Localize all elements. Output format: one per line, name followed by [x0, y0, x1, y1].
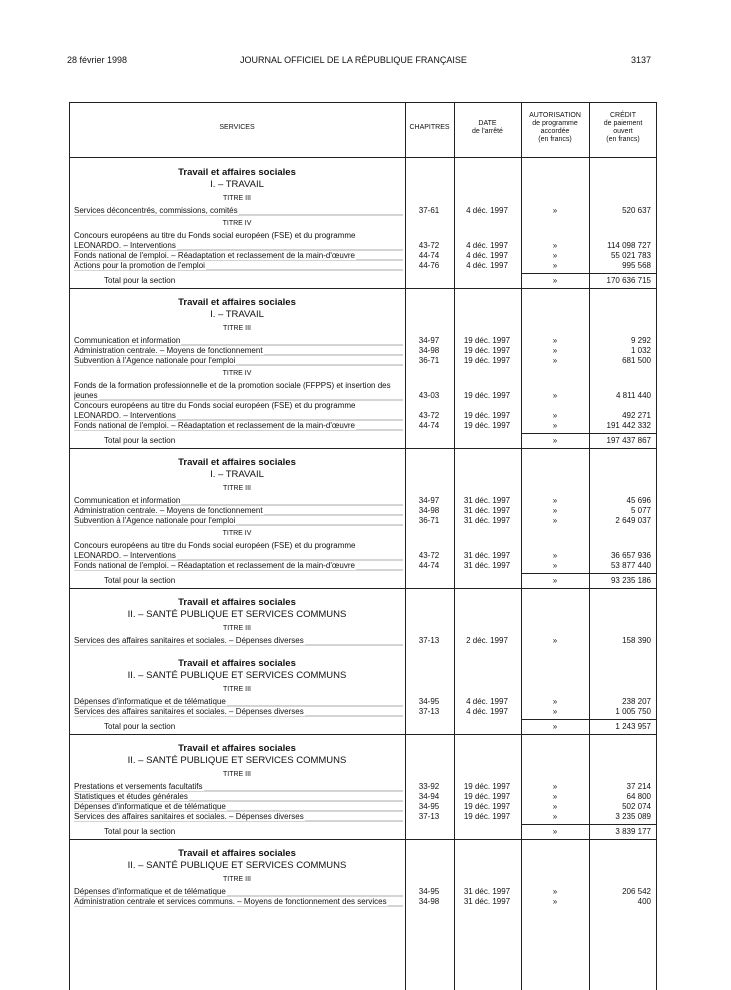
total-label: Total pour la section — [104, 276, 176, 285]
credit-cell: 2 649 037 — [615, 516, 651, 525]
service-label: Concours européens au titre du Fonds social européen (FSE) et du programme — [74, 541, 356, 550]
titre-label: TITRE III — [223, 195, 251, 202]
credit-cell: 3 235 089 — [615, 812, 651, 821]
total-rule — [521, 824, 589, 825]
service-label — [74, 206, 403, 216]
service-label — [74, 336, 403, 346]
titre-label: TITRE IV — [222, 220, 252, 227]
autorisation-cell: » — [552, 356, 558, 365]
date-cell: 19 déc. 1997 — [463, 356, 511, 365]
total-rule — [589, 719, 657, 720]
service-label — [74, 561, 403, 571]
chapitre-cell: 34-97 — [418, 496, 440, 505]
service-label — [74, 802, 403, 812]
total-rule — [589, 573, 657, 574]
service-label — [74, 897, 403, 907]
autorisation-cell: » — [552, 421, 558, 430]
section-division: II. – SANTÉ PUBLIQUE ET SERVICES COMMUNS — [127, 860, 347, 871]
service-text: Administration centrale. – Moyens de fonctionnement — [74, 506, 263, 515]
colhead-chapitres: CHAPITRES — [409, 124, 450, 131]
chapitre-cell: 43-72 — [418, 411, 440, 420]
service-text: LEONARDO. – Interventions — [74, 551, 176, 560]
total-label: Total pour la section — [104, 722, 176, 731]
total-autorisation: » — [552, 722, 558, 731]
total-label: Total pour la section — [104, 576, 176, 585]
chapitre-cell: 34-98 — [418, 897, 440, 906]
service-label — [74, 782, 403, 792]
colhead-autorisation: AUTORISATION de programme accordée (en francs) — [529, 112, 581, 143]
date-cell: 31 déc. 1997 — [463, 496, 511, 505]
chapitre-cell: 34-95 — [418, 802, 440, 811]
autorisation-cell: » — [552, 336, 558, 345]
service-text: Communication et information — [74, 336, 181, 345]
service-text: Dépenses d'informatique et de télématique — [74, 887, 226, 896]
colhead-date: DATE de l'arrêté — [472, 120, 503, 135]
section-separator — [69, 288, 657, 289]
autorisation-cell: » — [552, 241, 558, 250]
autorisation-cell: » — [552, 391, 558, 400]
service-label — [74, 251, 403, 261]
date-cell: 31 déc. 1997 — [463, 516, 511, 525]
header-page-number: 3137 — [631, 55, 652, 65]
service-text: Subvention à l'Agence nationale pour l'emploi — [74, 516, 236, 525]
date-cell: 19 déc. 1997 — [463, 391, 511, 400]
service-label — [74, 346, 403, 356]
date-cell: 19 déc. 1997 — [463, 346, 511, 355]
service-label — [74, 812, 403, 822]
date-cell: 19 déc. 1997 — [463, 336, 511, 345]
chapitre-cell: 44-74 — [418, 561, 440, 570]
credit-cell: 520 637 — [622, 206, 651, 215]
chapitre-cell: 33-92 — [418, 782, 440, 791]
autorisation-cell: » — [552, 251, 558, 260]
titre-label: TITRE IV — [222, 370, 252, 377]
service-text: jeunes — [74, 391, 98, 400]
service-label: Concours européens au titre du Fonds social européen (FSE) et du programme — [74, 401, 356, 410]
chapitre-cell: 44-76 — [418, 261, 440, 270]
service-text: Dépenses d'informatique et de télématique — [74, 802, 226, 811]
section-separator — [69, 588, 657, 589]
credit-cell: 64 800 — [626, 792, 651, 801]
service-label: Concours européens au titre du Fonds social européen (FSE) et du programme — [74, 231, 356, 240]
autorisation-cell: » — [552, 697, 558, 706]
credit-cell: 53 877 440 — [610, 561, 651, 570]
service-label — [74, 241, 403, 251]
total-rule — [521, 273, 589, 274]
date-cell: 4 déc. 1997 — [466, 206, 508, 215]
titre-label: TITRE III — [223, 485, 251, 492]
date-cell: 4 déc. 1997 — [466, 241, 508, 250]
chapitre-cell: 43-72 — [418, 241, 440, 250]
service-label — [74, 391, 403, 401]
autorisation-cell: » — [552, 812, 558, 821]
total-autorisation: » — [552, 276, 558, 285]
service-text: Subvention à l'Agence nationale pour l'emploi — [74, 356, 236, 365]
credit-cell: 502 074 — [622, 802, 651, 811]
service-text: LEONARDO. – Interventions — [74, 241, 176, 250]
total-credit: 197 437 867 — [606, 436, 651, 445]
section-ministry: Travail et affaires sociales — [178, 457, 296, 468]
service-text: Fonds national de l'emploi. – Réadaptation et reclassement de la main-d'œuvre — [74, 561, 355, 570]
autorisation-cell: » — [552, 792, 558, 801]
chapitre-cell: 37-13 — [418, 636, 440, 645]
autorisation-cell: » — [552, 261, 558, 270]
service-text: LEONARDO. – Interventions — [74, 411, 176, 420]
section-ministry: Travail et affaires sociales — [178, 297, 296, 308]
total-rule — [521, 573, 589, 574]
section-division: II. – SANTÉ PUBLIQUE ET SERVICES COMMUNS — [127, 670, 347, 681]
chapitre-cell: 37-13 — [418, 812, 440, 821]
section-separator — [69, 734, 657, 735]
autorisation-cell: » — [552, 346, 558, 355]
date-cell: 19 déc. 1997 — [463, 782, 511, 791]
service-text: Services des affaires sanitaires et sociales. – Dépenses diverses — [74, 636, 304, 645]
date-cell: 31 déc. 1997 — [463, 551, 511, 560]
service-text: Services des affaires sanitaires et sociales. – Dépenses diverses — [74, 812, 304, 821]
chapitre-cell: 43-72 — [418, 551, 440, 560]
service-text: Fonds national de l'emploi. – Réadaptation et reclassement de la main-d'œuvre — [74, 251, 355, 260]
credit-cell: 4 811 440 — [616, 391, 651, 400]
credit-cell: 114 098 727 — [607, 241, 651, 250]
date-cell: 31 déc. 1997 — [463, 897, 511, 906]
section-ministry: Travail et affaires sociales — [178, 658, 296, 669]
date-cell: 19 déc. 1997 — [463, 411, 511, 420]
total-rule — [521, 719, 589, 720]
section-ministry: Travail et affaires sociales — [178, 743, 296, 754]
service-text: Prestations et versements facultatifs — [74, 782, 203, 791]
autorisation-cell: » — [552, 411, 558, 420]
autorisation-cell: » — [552, 506, 558, 515]
date-cell: 19 déc. 1997 — [463, 792, 511, 801]
total-credit: 170 636 715 — [606, 276, 651, 285]
chapitre-cell: 44-74 — [418, 421, 440, 430]
autorisation-cell: » — [552, 782, 558, 791]
colhead-credit: CRÉDIT de paiement ouvert (en francs) — [603, 112, 643, 143]
service-label — [74, 551, 403, 561]
service-text: Dépenses d'informatique et de télématique — [74, 697, 226, 706]
chapitre-cell: 34-95 — [418, 887, 440, 896]
service-text: Administration centrale et services communs. – Moyens de fonctionnement des services — [74, 897, 387, 906]
section-division: II. – SANTÉ PUBLIQUE ET SERVICES COMMUNS — [127, 609, 347, 620]
total-credit: 3 839 177 — [615, 827, 651, 836]
service-label — [74, 506, 403, 516]
chapitre-cell: 37-13 — [418, 707, 440, 716]
service-text: Services déconcentrés, commissions, comités — [74, 206, 238, 215]
total-credit: 1 243 957 — [615, 722, 651, 731]
credit-cell: 36 657 936 — [610, 551, 651, 560]
service-label — [74, 697, 403, 707]
date-cell: 19 déc. 1997 — [463, 812, 511, 821]
total-label: Total pour la section — [104, 436, 176, 445]
total-label: Total pour la section — [104, 827, 176, 836]
col-divider-credit — [589, 102, 590, 990]
chapitre-cell: 44-74 — [418, 251, 440, 260]
total-credit: 93 235 186 — [610, 576, 651, 585]
section-ministry: Travail et affaires sociales — [178, 848, 296, 859]
section-separator — [69, 839, 657, 840]
section-division: I. – TRAVAIL — [210, 309, 264, 320]
autorisation-cell: » — [552, 496, 558, 505]
date-cell: 4 déc. 1997 — [466, 251, 508, 260]
titre-label: TITRE III — [223, 686, 251, 693]
credit-cell: 1 005 750 — [615, 707, 651, 716]
credit-cell: 37 214 — [626, 782, 651, 791]
autorisation-cell: » — [552, 707, 558, 716]
credit-cell: 45 696 — [626, 496, 651, 505]
date-cell: 4 déc. 1997 — [466, 707, 508, 716]
col-divider-autorisation — [521, 102, 522, 990]
titre-label: TITRE III — [223, 771, 251, 778]
header-journal-title: JOURNAL OFFICIEL DE LA RÉPUBLIQUE FRANÇAISE — [240, 55, 467, 65]
total-rule — [589, 824, 657, 825]
autorisation-cell: » — [552, 636, 558, 645]
credit-cell: 9 292 — [630, 336, 651, 345]
chapitre-cell: 34-98 — [418, 346, 440, 355]
chapitre-cell: 36-71 — [418, 516, 440, 525]
col-divider-chapitres — [405, 102, 406, 990]
date-cell: 2 déc. 1997 — [466, 636, 508, 645]
section-division: I. – TRAVAIL — [210, 179, 264, 190]
header-date: 28 février 1998 — [67, 55, 128, 65]
credit-cell: 681 500 — [622, 356, 651, 365]
chapitre-cell: 34-94 — [418, 792, 440, 801]
colhead-services: SERVICES — [219, 124, 255, 131]
autorisation-cell: » — [552, 897, 558, 906]
autorisation-cell: » — [552, 887, 558, 896]
section-ministry: Travail et affaires sociales — [178, 167, 296, 178]
autorisation-cell: » — [552, 206, 558, 215]
autorisation-cell: » — [552, 551, 558, 560]
service-label — [74, 516, 403, 526]
credit-cell: 238 207 — [622, 697, 651, 706]
total-rule — [521, 433, 589, 434]
page-header — [0, 55, 731, 69]
chapitre-cell: 37-61 — [418, 206, 440, 215]
section-division: II. – SANTÉ PUBLIQUE ET SERVICES COMMUNS — [127, 755, 347, 766]
total-rule — [589, 273, 657, 274]
credit-cell: 158 390 — [622, 636, 651, 645]
total-rule — [589, 433, 657, 434]
service-text: Statistiques et études générales — [74, 792, 188, 801]
service-label — [74, 421, 403, 431]
titre-label: TITRE III — [223, 876, 251, 883]
titre-label: TITRE IV — [222, 530, 252, 537]
service-text: Fonds national de l'emploi. – Réadaptation et reclassement de la main-d'œuvre — [74, 421, 355, 430]
credit-cell: 191 442 332 — [606, 421, 651, 430]
credit-cell: 400 — [637, 897, 651, 906]
service-label — [74, 636, 403, 646]
table-header-rule — [69, 157, 657, 158]
date-cell: 4 déc. 1997 — [466, 697, 508, 706]
total-autorisation: » — [552, 827, 558, 836]
autorisation-cell: » — [552, 516, 558, 525]
chapitre-cell: 34-98 — [418, 506, 440, 515]
total-autorisation: » — [552, 576, 558, 585]
service-label — [74, 411, 403, 421]
section-division: I. – TRAVAIL — [210, 469, 264, 480]
table-top-rule — [69, 102, 657, 103]
credit-cell: 492 271 — [622, 411, 651, 420]
service-label — [74, 356, 403, 366]
service-label — [74, 707, 403, 717]
service-label — [74, 496, 403, 506]
date-cell: 31 déc. 1997 — [463, 887, 511, 896]
titre-label: TITRE III — [223, 325, 251, 332]
chapitre-cell: 34-97 — [418, 336, 440, 345]
total-autorisation: » — [552, 436, 558, 445]
chapitre-cell: 34-95 — [418, 697, 440, 706]
date-cell: 4 déc. 1997 — [466, 261, 508, 270]
col-divider-date — [454, 102, 455, 990]
credit-cell: 206 542 — [622, 887, 651, 896]
section-ministry: Travail et affaires sociales — [178, 597, 296, 608]
service-label — [74, 887, 403, 897]
chapitre-cell: 36-71 — [418, 356, 440, 365]
service-label: Fonds de la formation professionnelle et de la promotion sociale (FFPPS) et insertion des — [74, 381, 391, 390]
service-label — [74, 261, 403, 271]
date-cell: 19 déc. 1997 — [463, 802, 511, 811]
date-cell: 19 déc. 1997 — [463, 421, 511, 430]
service-text: Services des affaires sanitaires et sociales. – Dépenses diverses — [74, 707, 304, 716]
date-cell: 31 déc. 1997 — [463, 561, 511, 570]
autorisation-cell: » — [552, 802, 558, 811]
section-separator — [69, 448, 657, 449]
service-text: Communication et information — [74, 496, 181, 505]
credit-cell: 1 032 — [630, 346, 651, 355]
service-label — [74, 792, 403, 802]
titre-label: TITRE III — [223, 625, 251, 632]
credit-cell: 55 021 783 — [610, 251, 651, 260]
service-text: Administration centrale. – Moyens de fonctionnement — [74, 346, 263, 355]
autorisation-cell: » — [552, 561, 558, 570]
service-text: Actions pour la promotion de l'emploi — [74, 261, 205, 270]
date-cell: 31 déc. 1997 — [463, 506, 511, 515]
chapitre-cell: 43-03 — [418, 391, 440, 400]
credit-cell: 5 077 — [630, 506, 651, 515]
credit-cell: 995 568 — [622, 261, 651, 270]
